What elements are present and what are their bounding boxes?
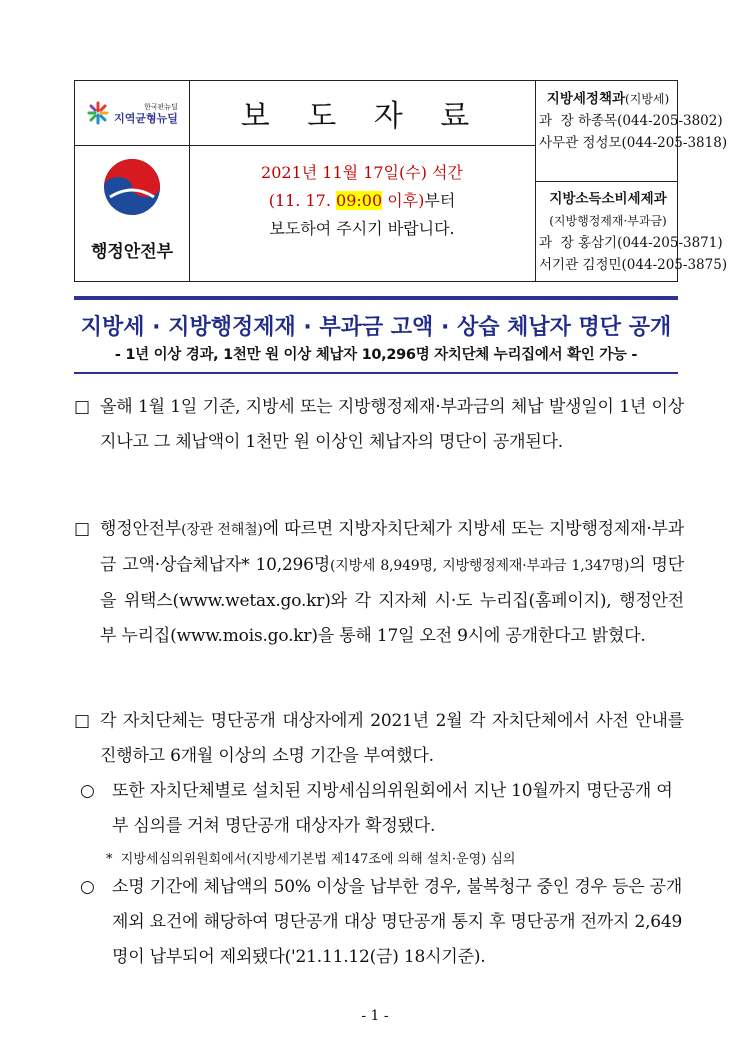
headline-block (74, 296, 678, 374)
contact1-line: 과 장 하종목(044-205-3802) (539, 113, 723, 129)
press-release-title: 보 도 자 료 (240, 99, 484, 134)
embargo-time-line: (11. 17. 09:00 이후)부터 (268, 191, 456, 210)
contact-local-income-tax: 지방소득소비세제과 (지방행정제재·부과금) 과 장 홍삼기(044-205-3871) 서기관 김정민(044-205-3875) (535, 181, 677, 281)
footnote: * 지방세심의위원회에서(지방세기본법 제147조에 의해 설치·운영) 심의 (106, 852, 516, 867)
paragraph-3: □ 각 자치단체는 명단공개 대상자에게 2021년 2월 각 자치단체에서 사전 안내를 진행하고 6개월 이상의 소명 기간을 부여했다. (74, 704, 684, 774)
square-bullet-icon: □ (74, 397, 91, 417)
square-bullet-icon: □ (74, 519, 91, 539)
regional-new-deal-logo (75, 81, 189, 145)
sub-point-2: ○ 소명 기간에 체납액의 50% 이상을 납부한 경우, 불복청구 중인 경우 등은 공개 제외 요건에 해당하여 명단공개 대상 명단공개 통지 후 명단공개 전까지 2,649명이 납부되어 제외됐다('21.11.12(금) 18시기준). (80, 870, 684, 975)
embargo-notice (189, 145, 535, 281)
paragraph-2: □ 행정안전부(장관 전해철)에 따르면 지방자치단체가 지방세 또는 지방행정제재·부과금 고액·상습체납자* 10,296명(지방세 8,949명, 지방행정제재·부과금 1,347명)의 명단을 위택스(www.wetax.go.kr)와 각 지자체 시·도 누리집(홈페이지), 행정안전부 누리집(www.mois.go.kr)을 통해 17일 오전 9시에 공개한다고 밝혔다. (74, 512, 684, 654)
circle-bullet-icon: ○ (80, 781, 95, 801)
headline: 지방세 · 지방행정제재 · 부과금 고액 · 상습 체납자 명단 공개 (80, 315, 672, 340)
logo-small-text: 한국판뉴딜 (144, 103, 178, 111)
contact-local-tax-policy: 지방세정책과(지방세) 과 장 하종목(044-205-3802) 사무관 정성모(044-205-3818) (535, 81, 677, 181)
new-deal-star-icon (86, 100, 110, 126)
circle-bullet-icon: ○ (80, 877, 95, 897)
ministry-name: 행정안전부 (90, 242, 174, 262)
ministry-logo (75, 145, 189, 281)
press-release-header-table (74, 80, 728, 282)
sub-point-1: ○ 또한 자치단체별로 설치된 지방세심의위원회에서 지난 10월까지 명단공개 여부 심의를 거쳐 명단공개 대상자가 확정됐다. (80, 774, 684, 844)
contact1-line: 사무관 정성모(044-205-3818) (539, 135, 728, 151)
subheadline: - 1년 이상 경과, 1천만 원 이상 체납자 10,296명 자치단체 누리집에서 확인 가능 - (114, 347, 638, 363)
embargo-date: 2021년 11월 17일(수) 석간 (261, 163, 463, 182)
contact2-line: 과 장 홍삼기(044-205-3871) (539, 235, 723, 251)
taegeuk-emblem-icon (102, 157, 162, 217)
square-bullet-icon: □ (74, 711, 91, 731)
paragraph-1: □ 올해 1월 1일 기준, 지방세 또는 지방행정제재·부과금의 체납 발생일이 1년 이상 지나고 그 체납액이 1천만 원 이상인 체납자의 명단이 공개된다. (74, 390, 684, 460)
logo-main-text: 지역균형뉴딜 (114, 112, 178, 125)
contact2-line: 서기관 김정민(044-205-3875) (539, 257, 728, 273)
page-number: - 1 - (361, 1008, 389, 1024)
embargo-request: 보도하여 주시기 바랍니다. (269, 219, 455, 238)
